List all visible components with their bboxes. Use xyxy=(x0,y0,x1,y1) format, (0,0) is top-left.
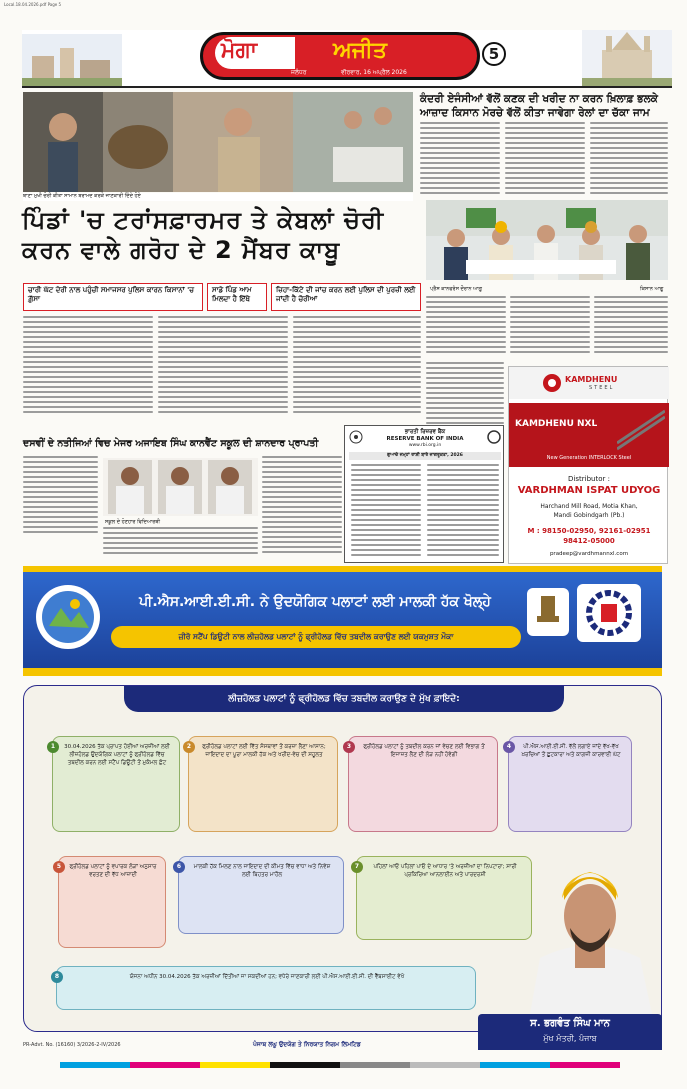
benefit-num-6: 6 xyxy=(173,861,185,873)
benefit-text-2: ਫ੍ਰੀਹੋਲਡ ਪਲਾਟਾਂ ਲਈ ਵਿੱਤ ਸੰਸਥਾਵਾਂ ਤੋਂ ਕਰਜ਼ਾ ਲੈਣਾ ਆਸਾਨ; ਜਾਇਦਾਦ ਦਾ ਪੂਰਾ ਮਾਲਕੀ ਹੱਕ ਅਤੇ ਖਰੀਦ-ਵੇਚ ਦੀ ਸਹੂਲਤ xyxy=(202,744,326,758)
adv-number: PR-Advt. No. (16160) 3/2026-2-IV/2026 xyxy=(23,1042,121,1048)
benefits-title: ਲੀਜ਼ਹੋਲਡ ਪਲਾਟਾਂ ਨੂੰ ਫ੍ਰੀਹੋਲਡ ਵਿੱਚ ਤਬਦੀਲ ਕਰਾਉਣ ਦੇ ਮੁੱਖ ਫ਼ਾਇਦੇ: xyxy=(124,686,564,712)
kamdhenu-distributor-label: Distributor : xyxy=(568,475,610,483)
masthead-logo xyxy=(200,32,480,80)
page-number-badge xyxy=(482,42,506,66)
benefit-num-4: 4 xyxy=(503,741,515,753)
ad-footer xyxy=(23,1040,662,1052)
masthead-moga: ਮੋਗਾ xyxy=(221,38,258,63)
kamdhenu-steel: STEEL xyxy=(589,385,615,391)
kamdhenu-brand: KAMDHENU xyxy=(565,375,618,384)
print-color-bar xyxy=(60,1062,620,1068)
school-students-photo xyxy=(103,458,258,516)
benefit-num-7: 7 xyxy=(351,861,363,873)
benefit-text-6: ਮਾਲਕੀ ਹੱਕ ਮਿਲਣ ਨਾਲ ਜਾਇਦਾਦ ਦੀ ਕੀਮਤ ਵਿੱਚ ਵਾਧਾ ਅਤੇ ਨਿਵੇਸ਼ ਲਈ ਬਿਹਤਰ ਮਾਹੌਲ xyxy=(193,864,331,878)
benefit-card-5 xyxy=(58,856,166,948)
farmers-story-col1 xyxy=(420,122,500,200)
temple-illustration-right xyxy=(582,30,672,86)
masthead-place: ਜਲੰਧਰ xyxy=(291,69,307,76)
middle-story-col3 xyxy=(594,296,668,356)
national-emblem-icon xyxy=(527,588,569,636)
footer-org: ਪੰਜਾਬ ਲਘੂ ਉਦਯੋਗ ਤੇ ਨਿਰਯਾਤ ਨਿਗਮ ਲਿਮਟਿਡ xyxy=(253,1041,361,1048)
benefit-text-7: ਪਹਿਲਾਂ ਆਓ ਪਹਿਲਾਂ ਪਾਓ ਦੇ ਆਧਾਰ 'ਤੇ ਅਰਜ਼ੀਆਂ ਦਾ ਨਿਪਟਾਰਾ; ਸਾਰੀ ਪ੍ਰਕਿਰਿਆ ਆਨਲਾਈਨ ਅਤੇ ਪਾਰਦਰਸ਼ੀ xyxy=(373,864,517,878)
theft-story-col1 xyxy=(23,316,153,416)
farmers-story-col3 xyxy=(590,122,668,200)
benefit-text-3: ਫ੍ਰੀਹੋਲਡ ਪਲਾਟਾਂ ਨੂੰ ਤਬਦੀਲ ਕਰਨ ਜਾਂ ਵੇਚਣ ਲਈ ਵਿਭਾਗ ਤੋਂ ਇਜਾਜ਼ਤ ਲੈਣ ਦੀ ਲੋੜ ਨਹੀਂ ਹੋਵੇਗੀ xyxy=(363,744,485,758)
benefit-text-1: 30.04.2026 ਤੱਕ ਪ੍ਰਾਪਤ ਹੋਈਆਂ ਅਰਜ਼ੀਆਂ ਲਈ ਲੀਜ਼ਹੋਲਡ ਉਦਯੋਗਿਕ ਪਲਾਟਾਂ ਨੂੰ ਫ੍ਰੀਹੋਲਡ ਵਿੱਚ ਤਬਦੀਲ ਕਰਨ ਲਈ ਸਟੈਂਪ ਡਿਊਟੀ ਤੋਂ ਮੁਕੰਮਲ ਛੋਟ xyxy=(64,744,170,766)
benefit-text-8: ਯੋਜਨਾ ਅਧੀਨ 30.04.2026 ਤੱਕ ਅਰਜ਼ੀਆਂ ਦਿੱਤੀਆਂ ਜਾ ਸਕਦੀਆਂ ਹਨ; ਵਧੇਰੇ ਜਾਣਕਾਰੀ ਲਈ ਪੀ.ਐਸ.ਆਈ.ਈ.ਸੀ. ਦੀ ਵੈੱਬਸਾਈਟ ਵੇਖੋ xyxy=(129,974,405,980)
kamdhenu-product: KAMDHENU NXL xyxy=(515,419,598,429)
benefit-card-6 xyxy=(178,856,344,934)
benefit-num-3: 3 xyxy=(343,741,355,753)
kamdhenu-phone2: 98412-05000 xyxy=(563,537,615,545)
school-headline: ਦਸਵੀਂ ਦੇ ਨਤੀਜਿਆਂ ਵਿਚ ਮੇਜਰ ਅਜਾਇਬ ਸਿੰਘ ਕਾਨਵੈਂਟ ਸਕੂਲ ਦੀ ਸ਼ਾਨਦਾਰ ਪ੍ਰਾਪਤੀ xyxy=(23,438,319,449)
steel-bar-illustration xyxy=(617,409,665,453)
kamdhenu-logo-icon xyxy=(541,373,563,393)
farmers-headline-line1: ਕੰਦਰੀ ਏਜੰਸੀਆਂ ਵੱਲੋਂ ਕਣਕ ਦੀ ਖਰੀਦ ਨਾ ਕਰਨ ਖ਼ਿਲਾਫ਼ ਭਲਕੇ xyxy=(420,93,658,105)
school-photo-caption: ਸਕੂਲ ਦੇ ਹੋਣਹਾਰ ਵਿਦਿਆਰਥੀ xyxy=(105,519,160,525)
farmers-headline-line2: ਆਜ਼ਾਦ ਕਿਸਾਨ ਮੋਰਚੇ ਵੱਲੋਂ ਕੀਤਾ ਜਾਵੇਗਾ ਰੇਲਾਂ ਦਾ ਚੱਕਾ ਜਾਮ xyxy=(420,107,650,119)
farmers-photo-caption: ਪ੍ਰੈਸ ਕਾਨਫਰੰਸ ਦੌਰਾਨ ਆਗੂ xyxy=(430,286,482,292)
bullet-1: ਚਾਰੀ ਘੱਟ ਦੇਰੀ ਨਾਲ ਪਹੁੰਚੀ ਸਮਾਜਸਰ ਪੁਲਿਸ ਕਾਰਨ ਕਿਸਾਨਾਂ 'ਚ ਗ਼ੁੱਸਾ xyxy=(28,286,195,303)
skyline-illustration-left xyxy=(22,34,122,86)
story-photo-caption: ਥਾਣਾ ਮੁਖੀ ਚੋਰੀ ਕੀਤਾ ਸਾਮਾਨ ਬਰਾਮਦ ਕਰਕੇ ਜਾਣਕਾਰੀ ਦਿੰਦੇ ਹੋਏ xyxy=(23,193,413,201)
bullet-3: ਜ਼ਿਹਾ-ਕਿੱਟੇ ਦੀ ਜਾਂਚ ਕਰਨ ਲਈ ਪੁਲਿਸ ਦੀ ਪੁਰਜ਼ੀ ਲਈ ਜਾਂਦੀ ਹੈ ਚੋਰੀਆਂ xyxy=(276,286,416,303)
page-number: 5 xyxy=(488,45,500,63)
benefit-card-7 xyxy=(356,856,532,940)
rbi-site: www.rbi.org.in xyxy=(408,443,442,448)
psiec-gear-logo-icon xyxy=(577,584,641,642)
kamdhenu-phone1: M : 98150-02950, 92161-02951 xyxy=(527,527,651,535)
print-slug: Local.18.04.2026.pdf Page 5 xyxy=(4,2,62,7)
kamdhenu-email: pradeep@vardhmannxl.com xyxy=(549,551,629,557)
psiec-banner-title: ਪੀ.ਐਸ.ਆਈ.ਈ.ਸੀ. ਨੇ ਉਦਯੋਗਿਕ ਪਲਾਟਾਂ ਲਈ ਮਾਲਕੀ ਹੱਕ ਖੋਲ੍ਹੇ xyxy=(139,594,491,610)
rbi-subject: ਗੁਆਚੇ ਜਮ੍ਹਾਂ ਰਾਸ਼ੀ ਬਾਰੇ ਜਾਗਰੂਕਤਾ, 2026 xyxy=(349,452,501,460)
police-recovery-photo xyxy=(23,92,413,192)
theft-story-col2 xyxy=(158,316,288,416)
benefit-card-1 xyxy=(52,736,180,832)
farmers-photo-caption-right: ਕਿਸਾਨ ਆਗੂ xyxy=(640,286,664,292)
kamdhenu-tagline: New Generation INTERLOCK Steel xyxy=(546,455,632,461)
rbi-notice-text-left xyxy=(351,464,421,560)
farmers-story-col2 xyxy=(505,122,585,200)
bullet-box-1 xyxy=(23,283,203,311)
kamdhenu-address2: Mandi Gobindgarh (Pb.) xyxy=(553,512,625,519)
rbi-notice-text-right xyxy=(427,464,499,560)
middle-story-col4 xyxy=(426,362,504,432)
school-story-col2 xyxy=(103,527,258,559)
benefit-card-8 xyxy=(56,966,476,1010)
kamdhenu-product-panel xyxy=(509,403,669,467)
kamdhenu-distributor: VARDHMAN ISPAT UDYOG xyxy=(517,485,661,496)
kamdhenu-ad xyxy=(508,366,668,564)
school-story-col1 xyxy=(23,456,98,538)
rbi-title-en: RESERVE BANK OF INDIA xyxy=(386,436,464,442)
middle-story-col1 xyxy=(426,296,506,356)
benefit-card-4 xyxy=(508,736,632,832)
masthead-ajit: ਅਜੀਤ xyxy=(333,38,387,63)
farmers-press-photo xyxy=(426,200,668,280)
middle-story-col2 xyxy=(510,296,590,356)
benefit-num-2: 2 xyxy=(183,741,195,753)
rbi-notice xyxy=(344,425,504,563)
psiec-banner-subtitle: ਜ਼ੀਰੋ ਸਟੈਂਪ ਡਿਊਟੀ ਨਾਲ ਲੀਜ਼ਹੋਲਡ ਪਲਾਟਾਂ ਨੂੰ ਫ੍ਰੀਹੋਲਡ ਵਿੱਚ ਤਬਦੀਲ ਕਰਾਉਣ ਲਈ ਯਕਮੁਸ਼ਤ ਮੌਕਾ xyxy=(111,626,521,648)
transformer-theft-headline-line1: ਪਿੰਡਾਂ 'ਚ ਟਰਾਂਸਫ਼ਾਰਮਰ ਤੇ ਕੇਬਲਾਂ ਚੋਰੀ xyxy=(22,206,385,234)
bullet-box-2 xyxy=(207,283,267,311)
bullet-box-3 xyxy=(271,283,421,311)
benefit-text-5: ਫ੍ਰੀਹੋਲਡ ਪਲਾਟਾਂ ਨੂੰ ਵਪਾਰਕ ਲੋੜਾਂ ਅਨੁਸਾਰ ਵਰਤਣ ਦੀ ਵੱਧ ਆਜ਼ਾਦੀ xyxy=(69,864,157,878)
story-photo-strip xyxy=(23,92,413,192)
transformer-theft-headline-line2: ਕਰਨ ਵਾਲੇ ਗਰੋਹ ਦੇ 2 ਮੈਂਬਰ ਕਾਬੂ xyxy=(22,236,341,264)
benefit-card-3 xyxy=(348,736,498,832)
chief-minister-portrait xyxy=(520,838,660,1014)
psiec-banner xyxy=(23,566,662,676)
theft-story-col3 xyxy=(293,316,421,416)
cm-name: ਸ. ਭਗਵੰਤ ਸਿੰਘ ਮਾਨ xyxy=(530,1018,610,1029)
masthead-date: ਵੀਰਵਾਰ, 16 ਅਪ੍ਰੈਲ 2026 xyxy=(341,69,407,76)
bullet-2: ਸਾਡੇ ਪਿੰਡ ਆਮ ਮਿਲਦਾ ਹੈ ਇੱਥੇ xyxy=(212,286,252,303)
benefit-num-8: 8 xyxy=(51,971,63,983)
kamdhenu-address1: Harchand Mill Road, Motia Khan, xyxy=(540,503,638,510)
benefit-num-1: 1 xyxy=(47,741,59,753)
punjab-govt-logo-icon xyxy=(35,584,101,650)
rbi-title-pa: ਭਾਰਤੀ ਰਿਜ਼ਰਵ ਬੈਂਕ xyxy=(404,429,446,435)
benefit-text-4: ਪੀ.ਐਸ.ਆਈ.ਈ.ਸੀ. ਵੱਲੋਂ ਲਗਾਏ ਜਾਂਦੇ ਵੱਖ-ਵੱਖ ਖ਼ਰਚਿਆਂ ਤੋਂ ਛੁਟਕਾਰਾ ਅਤੇ ਕਾਗਜ਼ੀ ਕਾਰਵਾਈ ਘੱਟ xyxy=(521,744,621,758)
benefit-num-5: 5 xyxy=(53,861,65,873)
school-story-col3 xyxy=(262,456,342,560)
benefit-card-2 xyxy=(188,736,338,832)
cm-title: ਮੁੱਖ ਮੰਤਰੀ, ਪੰਜਾਬ xyxy=(543,1034,597,1043)
